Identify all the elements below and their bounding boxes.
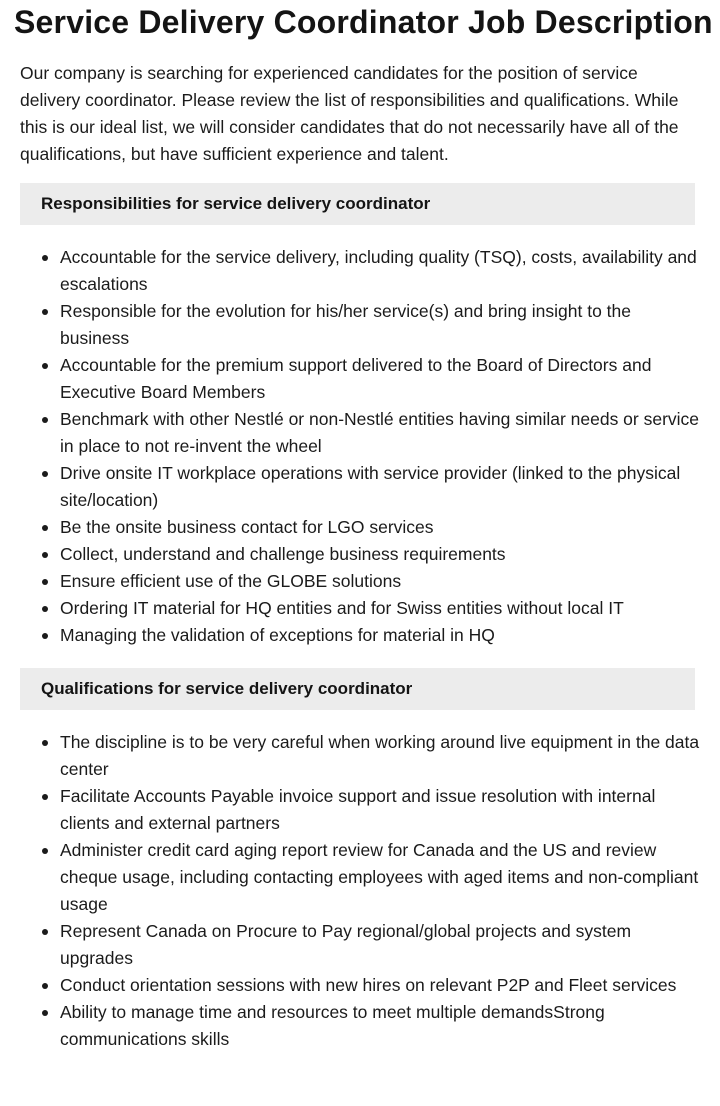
bullet-icon xyxy=(42,579,48,585)
list-item xyxy=(20,622,700,649)
page-title: Service Delivery Coordinator Job Description xyxy=(14,4,713,40)
bullet-icon xyxy=(42,471,48,477)
bullet-icon xyxy=(42,633,48,639)
list-item xyxy=(20,541,700,568)
list-item-text: Administer credit card aging report review for Canada and the US and review cheque usage, including contacting employees with aged items and non-compliant usage xyxy=(60,840,699,914)
list-item xyxy=(20,244,700,298)
list-item-text: Be the onsite business contact for LGO services xyxy=(60,517,434,537)
list-item xyxy=(20,972,700,999)
list-item xyxy=(20,918,700,972)
list-item-text: Represent Canada on Procure to Pay regional/global projects and system upgrades xyxy=(60,921,632,968)
list-item-text: Drive onsite IT workplace operations with service provider (linked to the physical site/location) xyxy=(60,463,681,510)
list-item xyxy=(20,460,700,514)
qualifications-heading: Qualifications for service delivery coordinator xyxy=(20,668,695,710)
list-item xyxy=(20,999,700,1053)
bullet-icon xyxy=(42,983,48,989)
bullet-icon xyxy=(42,848,48,854)
bullet-icon xyxy=(42,552,48,558)
list-item-text: Accountable for the service delivery, including quality (TSQ), costs, availability and escalations xyxy=(60,247,697,294)
list-item xyxy=(20,406,700,460)
list-item xyxy=(20,352,700,406)
bullet-icon xyxy=(42,794,48,800)
bullet-icon xyxy=(42,363,48,369)
bullet-icon xyxy=(42,740,48,746)
list-item-text: Ordering IT material for HQ entities and for Swiss entities without local IT xyxy=(60,598,624,618)
list-item xyxy=(20,837,700,918)
list-item-text: Ensure efficient use of the GLOBE solutions xyxy=(60,571,402,591)
list-item xyxy=(20,568,700,595)
list-item-text: Accountable for the premium support delivered to the Board of Directors and Executive Board Members xyxy=(60,355,652,402)
bullet-icon xyxy=(42,929,48,935)
list-item-text: Responsible for the evolution for his/her service(s) and bring insight to the business xyxy=(60,301,631,348)
list-item xyxy=(20,729,700,783)
list-item-text: Collect, understand and challenge business requirements xyxy=(60,544,506,564)
qualifications-list xyxy=(20,729,700,1053)
bullet-icon xyxy=(42,309,48,315)
list-item xyxy=(20,298,700,352)
bullet-icon xyxy=(42,1010,48,1016)
responsibilities-heading: Responsibilities for service delivery coordinator xyxy=(20,183,695,225)
responsibilities-list xyxy=(20,244,700,649)
list-item-text: Benchmark with other Nestlé or non-Nestlé entities having similar needs or service in place to not re-invent the wheel xyxy=(60,409,700,456)
list-item-text: Managing the validation of exceptions for material in HQ xyxy=(60,625,495,645)
list-item-text: Conduct orientation sessions with new hires on relevant P2P and Fleet services xyxy=(60,975,677,995)
bullet-icon xyxy=(42,417,48,423)
list-item-text: Facilitate Accounts Payable invoice support and issue resolution with internal clients and external partners xyxy=(60,786,656,833)
list-item xyxy=(20,595,700,622)
list-item xyxy=(20,783,700,837)
bullet-icon xyxy=(42,255,48,261)
list-item xyxy=(20,514,700,541)
list-item-text: The discipline is to be very careful when working around live equipment in the data center xyxy=(60,732,700,779)
intro-paragraph: Our company is searching for experienced candidates for the position of service delivery coordinator. Please review the list of responsibilities and qualifications. While this is our ideal list, we will consider candidates that do not necessarily have all of the qualifications, but have sufficient experience and talent. xyxy=(20,63,679,164)
bullet-icon xyxy=(42,525,48,531)
list-item-text: Ability to manage time and resources to meet multiple demandsStrong communications skills xyxy=(60,1002,605,1049)
bullet-icon xyxy=(42,606,48,612)
